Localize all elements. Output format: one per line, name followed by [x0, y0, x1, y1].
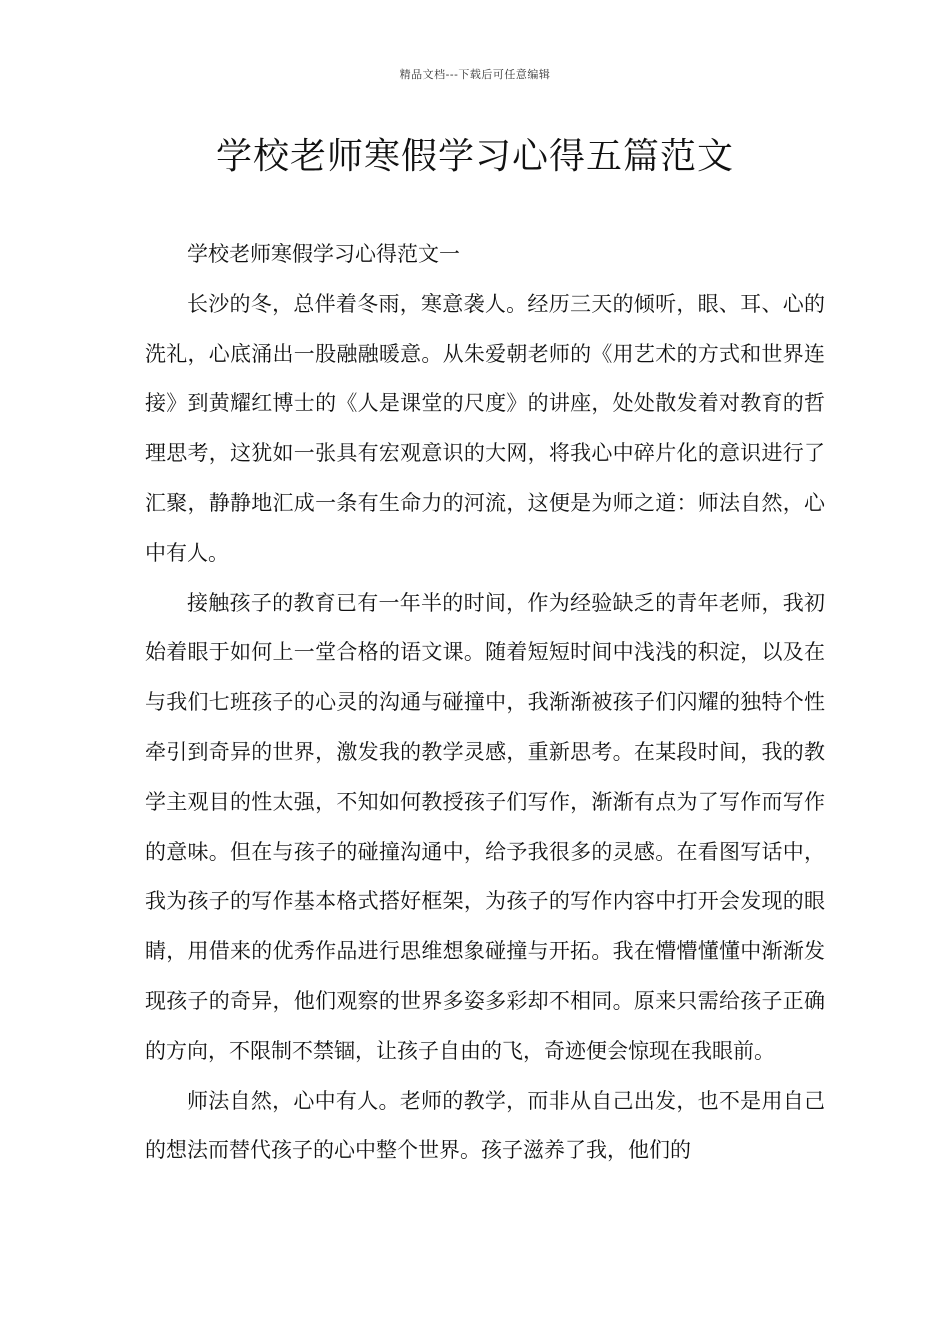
document-body [145, 230, 825, 1176]
section-title: 学校老师寒假学习心得范文一 [187, 242, 460, 266]
paragraph-3: 师法自然，心中有人。老师的教学，而非从自己出发，也不是用自己的想法而替代孩子的心中整个世界。孩子滋养了我，他们的 [145, 1088, 825, 1163]
paragraph-2: 接触孩子的教育已有一年半的时间，作为经验缺乏的青年老师，我初始着眼于如何上一堂合格的语文课。随着短短时间中浅浅的积淀，以及在与我们七班孩子的心灵的沟通与碰撞中，我渐渐被孩子们闪耀的独特个性牵引到奇异的世界，激发我的教学灵感，重新思考。在某段时间，我的教学主观目的性太强，不知如何教授孩子们写作，渐渐有点为了写作而写作的意味。但在与孩子的碰撞沟通中，给予我很多的灵感。在看图写话中，我为孩子的写作基本格式搭好框架，为孩子的写作内容中打开会发现的眼睛，用借来的优秀作品进行思维想象碰撞与开拓。我在懵懵懂懂中渐渐发现孩子的奇异，他们观察的世界多姿多彩却不相同。原来只需给孩子正确的方向，不限制不禁锢，让孩子自由的飞，奇迹便会惊现在我眼前。 [145, 590, 825, 1063]
document-title: 学校老师寒假学习心得五篇范文 [215, 136, 734, 177]
paragraph-1: 长沙的冬，总伴着冬雨，寒意袭人。经历三天的倾听，眼、耳、心的洗礼，心底涌出一股融融暖意。从朱爱朝老师的《用艺术的方式和世界连接》到黄耀红博士的《人是课堂的尺度》的讲座，处处散发着对教育的哲理思考，这犹如一张具有宏观意识的大网，将我心中碎片化的意识进行了汇聚，静静地汇成一条有生命力的河流，这便是为师之道：师法自然，心中有人。 [145, 291, 825, 565]
header-note: 精品文档---下载后可任意编辑 [399, 68, 551, 81]
